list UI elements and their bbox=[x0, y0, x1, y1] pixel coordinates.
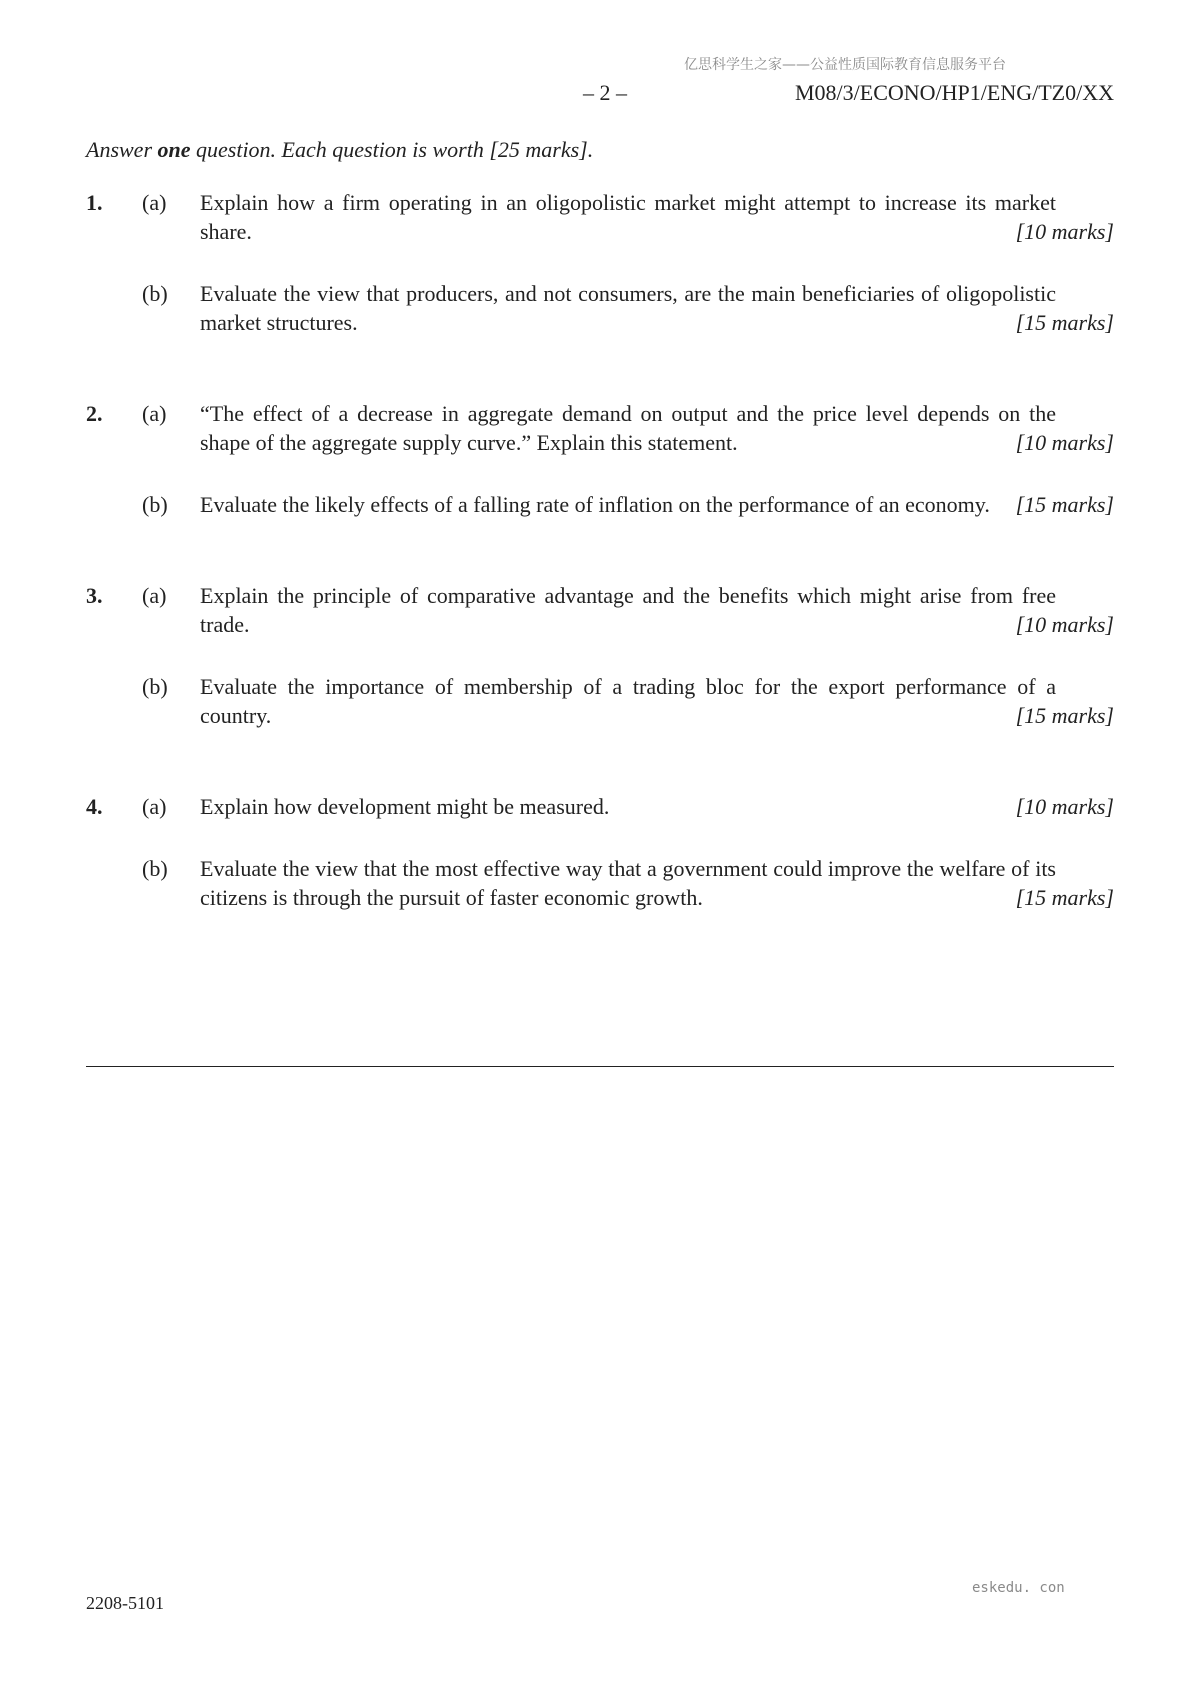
part-marks: [10 marks] bbox=[1015, 430, 1114, 455]
part-text: Evaluate the importance of membership of a trading bloc for the export performance of a country. bbox=[200, 674, 1056, 728]
part-marks: [10 marks] bbox=[1015, 794, 1114, 819]
question-2 bbox=[86, 399, 1114, 519]
header-watermark: 亿思科学生之家——公益性质国际教育信息服务平台 bbox=[684, 57, 1006, 73]
part-marks: [15 marks] bbox=[1015, 703, 1114, 728]
question-4-part-a bbox=[86, 792, 1114, 821]
part-text: Explain how development might be measured. bbox=[200, 794, 610, 819]
question-4 bbox=[86, 792, 1114, 912]
part-marks: [10 marks] bbox=[1015, 219, 1114, 244]
question-1-part-b bbox=[86, 279, 1114, 337]
part-text: Explain the principle of comparative advantage and the benefits which might arise from free trade. bbox=[200, 583, 1056, 637]
question-number: 3. bbox=[86, 583, 103, 608]
part-label: (b) bbox=[142, 492, 168, 517]
question-number: 4. bbox=[86, 794, 103, 819]
part-text: Evaluate the likely effects of a falling rate of inflation on the performance of an economy. bbox=[200, 492, 990, 517]
instruction-text bbox=[86, 137, 593, 163]
part-text: Evaluate the view that producers, and not consumers, are the main beneficiaries of oligopolistic market structures. bbox=[200, 281, 1056, 335]
paper-code: M08/3/ECONO/HP1/ENG/TZ0/XX bbox=[795, 80, 1114, 105]
page-number: – 2 – bbox=[583, 80, 627, 105]
footer-code: 2208-5101 bbox=[86, 1593, 164, 1613]
part-label: (b) bbox=[142, 674, 168, 699]
question-number: 2. bbox=[86, 401, 103, 426]
question-1-part-a bbox=[86, 188, 1114, 246]
instruction-before: Answer bbox=[86, 137, 158, 162]
part-text: “The effect of a decrease in aggregate demand on output and the price level depends on the shape of the aggregate supply curve.” Explain this statement. bbox=[200, 401, 1056, 455]
part-label: (b) bbox=[142, 856, 168, 881]
part-label: (a) bbox=[142, 794, 167, 819]
instruction-after: question. Each question is worth [25 marks]. bbox=[190, 137, 594, 162]
question-list bbox=[86, 188, 1114, 974]
part-text: Explain how a firm operating in an oligopolistic market might attempt to increase its market share. bbox=[200, 190, 1056, 244]
part-marks: [10 marks] bbox=[1015, 612, 1114, 637]
footer-watermark: eskedu. con bbox=[972, 1580, 1065, 1596]
part-marks: [15 marks] bbox=[1015, 310, 1114, 335]
part-marks: [15 marks] bbox=[1015, 885, 1114, 910]
question-4-part-b bbox=[86, 854, 1114, 912]
part-label: (a) bbox=[142, 583, 167, 608]
part-text: Evaluate the view that the most effective way that a government could improve the welfare of its citizens is through the pursuit of faster economic growth. bbox=[200, 856, 1056, 910]
end-rule bbox=[86, 1066, 1114, 1067]
instruction-emphasis: one bbox=[157, 137, 191, 162]
question-number: 1. bbox=[86, 190, 103, 215]
part-label: (b) bbox=[142, 281, 168, 306]
question-3-part-a bbox=[86, 581, 1114, 639]
part-marks: [15 marks] bbox=[1015, 492, 1114, 517]
part-label: (a) bbox=[142, 190, 167, 215]
question-2-part-b bbox=[86, 490, 1114, 519]
question-1 bbox=[86, 188, 1114, 337]
question-2-part-a bbox=[86, 399, 1114, 457]
question-3-part-b bbox=[86, 672, 1114, 730]
part-label: (a) bbox=[142, 401, 167, 426]
question-3 bbox=[86, 581, 1114, 730]
